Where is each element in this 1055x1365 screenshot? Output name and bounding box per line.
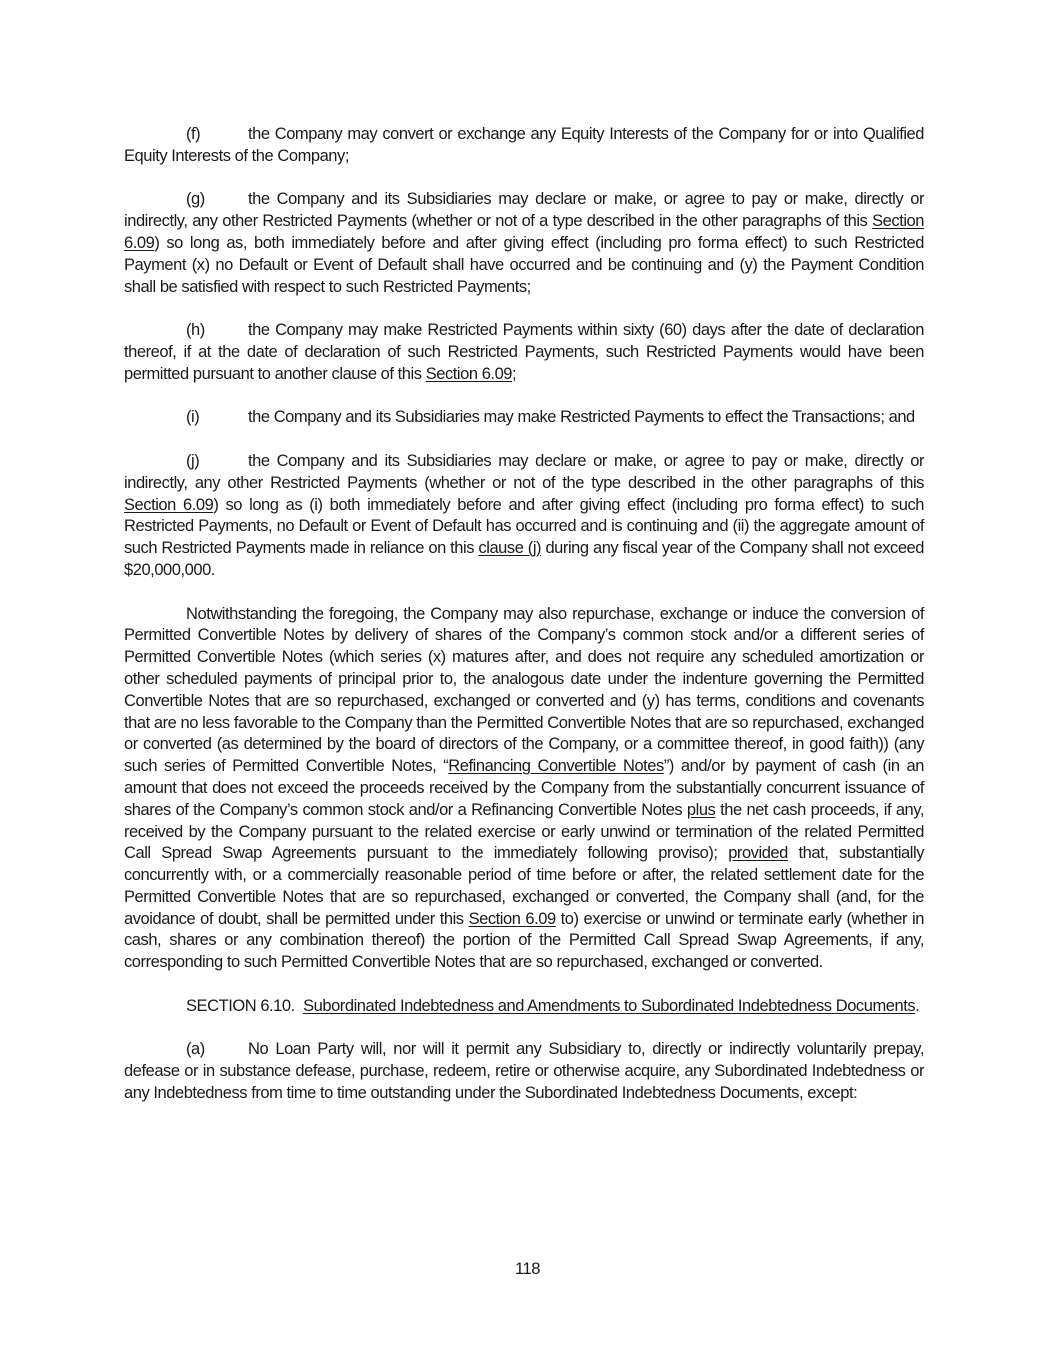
paragraph-notwithstanding <box>124 604 924 975</box>
section-reference: Section 6.09 <box>124 212 924 252</box>
clause-label: (h) <box>186 321 205 340</box>
paragraph-i <box>124 407 924 429</box>
page-number: 118 <box>515 1260 540 1278</box>
emphasis-term: provided <box>728 844 788 863</box>
section-number: SECTION 6.10. <box>186 996 295 1015</box>
clause-text: ) so long as, both immediately before and after giving effect (including pro forma effect) to such Restricted Payment (x) no Default or Event of Default shall have occurred and be continuing and (y) the Payment Condition shall be satisfied with respect to such Restricted Payments; <box>124 233 924 296</box>
section-reference: Section 6.09 <box>468 909 556 928</box>
section-heading <box>124 996 924 1018</box>
section-title: Subordinated Indebtedness and Amendments to Subordinated Indebtedness Documents <box>303 996 916 1015</box>
paragraph-text: Notwithstanding the foregoing, the Company may also repurchase, exchange or induce the conversion of Permitted Convertible Notes by delivery of shares of the Company’s common stock and/or a different series of Permitted Convertible Notes (which series (x) matures after, and does not require any scheduled amortization or other scheduled payments of principal prior to, the analogous date under the indenture governing the Permitted Convertible Notes that are so repurchased, exchanged or converted and (y) has terms, conditions and covenants that are no less favorable to the Company than the Permitted Convertible Notes that are so repurchased, exchanged or converted (as determined by the board of directors of the Company, or a committee thereof, in good faith)) (any such series of Permitted Convertible Notes, “ <box>124 604 924 776</box>
section-title-end: . <box>915 996 920 1015</box>
clause-label: (f) <box>186 125 201 143</box>
paragraph-g <box>124 189 924 298</box>
defined-term: Refinancing Convertible Notes <box>448 757 664 776</box>
clause-text: the Company and its Subsidiaries may declare or make, or agree to pay or make, directly or indirectly, any other Restricted Payments (whether or not of a type described in the other paragraphs of this <box>124 190 924 231</box>
clause-text: during any fiscal year of the Company shall not exceed $20,000,000. <box>124 539 925 579</box>
page-body <box>124 124 924 1127</box>
emphasis-term: plus <box>686 800 716 819</box>
clause-label: (g) <box>186 190 205 209</box>
section-reference: Section 6.09 <box>124 495 214 514</box>
clause-text: No Loan Party will, nor will it permit any Subsidiary to, directly or indirectly voluntarily prepay, defease or in substance defease, purchase, redeem, retire or otherwise acquire, any Subordinated Indebtedness or any Indebtedness from time to time outstanding under the Subordinated Indebtedness Documents, except: <box>124 1040 924 1103</box>
clause-text: the Company and its Subsidiaries may make Restricted Payments to effect the Transactions; and <box>248 408 915 427</box>
clause-text: ) so long as (i) both immediately before and after giving effect (including pro forma effect) to such Restricted Payments, no Default or Event of Default has occurred and is continuing and (ii) the aggregate amount of such Restricted Payments made in reliance on this <box>124 495 924 558</box>
clause-text: the Company may make Restricted Payments within sixty (60) days after the date of declaration thereof, if at the date of declaration of such Restricted Payments, such Restricted Payments would have been permitted pursuant to another clause of this <box>124 321 924 383</box>
clause-text: the Company and its Subsidiaries may declare or make, or agree to pay or make, directly or indirectly, any other Restricted Payments (whether or not of the type described in the other paragraphs of this <box>124 451 924 492</box>
section-reference: Section 6.09 <box>425 364 513 383</box>
paragraph-f <box>124 124 924 168</box>
paragraph-text: the net cash proceeds, if any, received by the Company pursuant to the related exercise or early unwind or termination of the related Permitted Call Spread Swap Agreements pursuant to the immediately following proviso); <box>124 800 924 863</box>
paragraph-text: to) exercise or unwind or terminate early (whether in cash, shares or any combination thereof) the portion of the Permitted Call Spread Swap Agreements, if any, corresponding to such Permitted Convertible Notes that are so repurchased, exchanged or converted. <box>124 909 924 972</box>
clause-reference: clause (j) <box>478 539 542 558</box>
clause-text: the Company may convert or exchange any Equity Interests of the Company for or into Qualified Equity Interests of the Company; <box>124 125 924 165</box>
paragraph-j <box>124 451 924 582</box>
clause-label: (i) <box>186 408 200 427</box>
paragraph-text: ”) and/or by payment of cash (in an amount that does not exceed the proceeds received by the Company from the substantially concurrent issuance of shares of the Company’s common stock and/or a Refinancing Convertible Notes <box>124 757 924 819</box>
clause-label: (a) <box>186 1040 205 1059</box>
paragraph-text: that, substantially concurrently with, or a commercially reasonable period of time before or after, the related settlement date for the Permitted Convertible Notes that are so repurchased, exchanged or converted, the Company shall (and, for the avoidance of doubt, shall be permitted under this <box>124 844 924 928</box>
clause-label: (j) <box>186 451 200 470</box>
paragraph-a <box>124 1039 924 1104</box>
clause-text: ; <box>512 364 517 383</box>
paragraph-h <box>124 320 924 385</box>
